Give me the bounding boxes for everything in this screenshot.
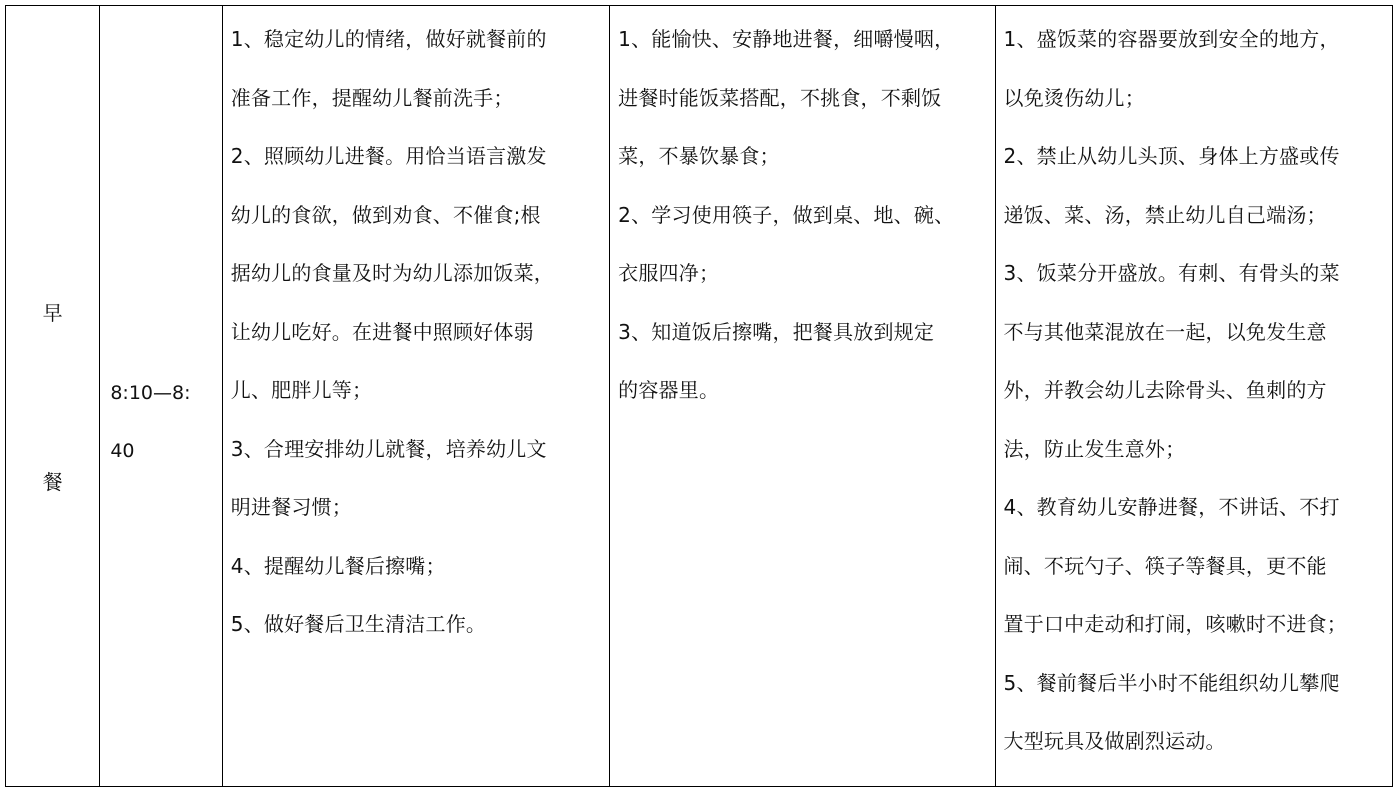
child-goals-list [610, 6, 994, 420]
text-line: 儿、肥胖儿等； [230, 378, 373, 402]
teacher-duties-list [223, 6, 609, 654]
text-line: 法，防止发生意外； [1003, 436, 1186, 461]
text-line: 以免烫伤幼儿； [1003, 85, 1145, 110]
text-line: 3、知道饭后擦嘴，把餐具放到规定 [618, 319, 935, 344]
text-line: 5、餐前餐后半小时不能组织幼儿攀爬 [1003, 670, 1340, 695]
text-line: 3、合理安排幼儿就餐，培养幼儿文 [230, 436, 547, 461]
text-line: 2、禁止从幼儿头顶、身体上方盛或传 [1003, 144, 1340, 168]
time-range: 8:10—8: 40 [110, 382, 191, 462]
meal-name-char-2: 餐 [42, 470, 63, 494]
meal-name-char-1: 早 [42, 301, 63, 325]
safety-notes-cell [995, 6, 1392, 787]
text-line: 的容器里。 [618, 378, 720, 402]
text-line: 闹、不玩勺子、筷子等餐具，更不能 [1003, 553, 1327, 578]
meal-name-cell [6, 6, 100, 787]
text-line: 不与其他菜混放在一起，以免发生意 [1003, 319, 1327, 344]
text-line: 置于口中走动和打闹，咳嗽时不进食； [1003, 612, 1347, 636]
text-line: 5、做好餐后卫生清洁工作。 [230, 612, 487, 636]
meal-name [6, 297, 99, 495]
text-line: 4、提醒幼儿餐后擦嘴； [230, 553, 446, 578]
text-line: 2、学习使用筷子，做到桌、地、碗、 [618, 202, 955, 227]
safety-notes-list [996, 6, 1392, 771]
text-line: 3、饭菜分开盛放。有刺、有骨头的菜 [1003, 261, 1340, 285]
text-line: 4、教育幼儿安静进餐，不讲话、不打 [1003, 495, 1340, 519]
text-line: 菜，不暴饮暴食； [618, 144, 780, 168]
text-line: 1、稳定幼儿的情绪，做好就餐前的 [230, 27, 547, 51]
breakfast-schedule-table [5, 5, 1393, 787]
text-line: 大型玩具及做剧烈运动。 [1003, 729, 1226, 753]
text-line: 外，并教会幼儿去除骨头、鱼刺的方 [1003, 378, 1327, 402]
text-line: 2、照顾幼儿进餐。用恰当语言激发 [230, 144, 547, 168]
text-line: 准备工作，提醒幼儿餐前洗手； [230, 85, 514, 110]
text-line: 进餐时能饭菜搭配，不挑食，不剩饭 [618, 85, 942, 110]
time-cell [100, 6, 222, 787]
text-line: 据幼儿的食量及时为幼儿添加饭菜， [230, 261, 554, 285]
table-row [6, 6, 1393, 787]
teacher-duties-cell [222, 6, 609, 787]
text-line: 1、能愉快、安静地进餐，细嚼慢咽， [618, 27, 955, 51]
text-line: 1、盛饭菜的容器要放到安全的地方， [1003, 27, 1340, 51]
text-line: 让幼儿吃好。在进餐中照顾好体弱 [230, 319, 534, 344]
text-line: 明进餐习惯； [230, 495, 352, 519]
text-line: 幼儿的食欲，做到劝食、不催食;根 [230, 202, 541, 227]
child-goals-cell [610, 6, 995, 787]
text-line: 递饭、菜、汤，禁止幼儿自己端汤； [1003, 202, 1327, 227]
text-line: 衣服四净； [618, 261, 720, 285]
